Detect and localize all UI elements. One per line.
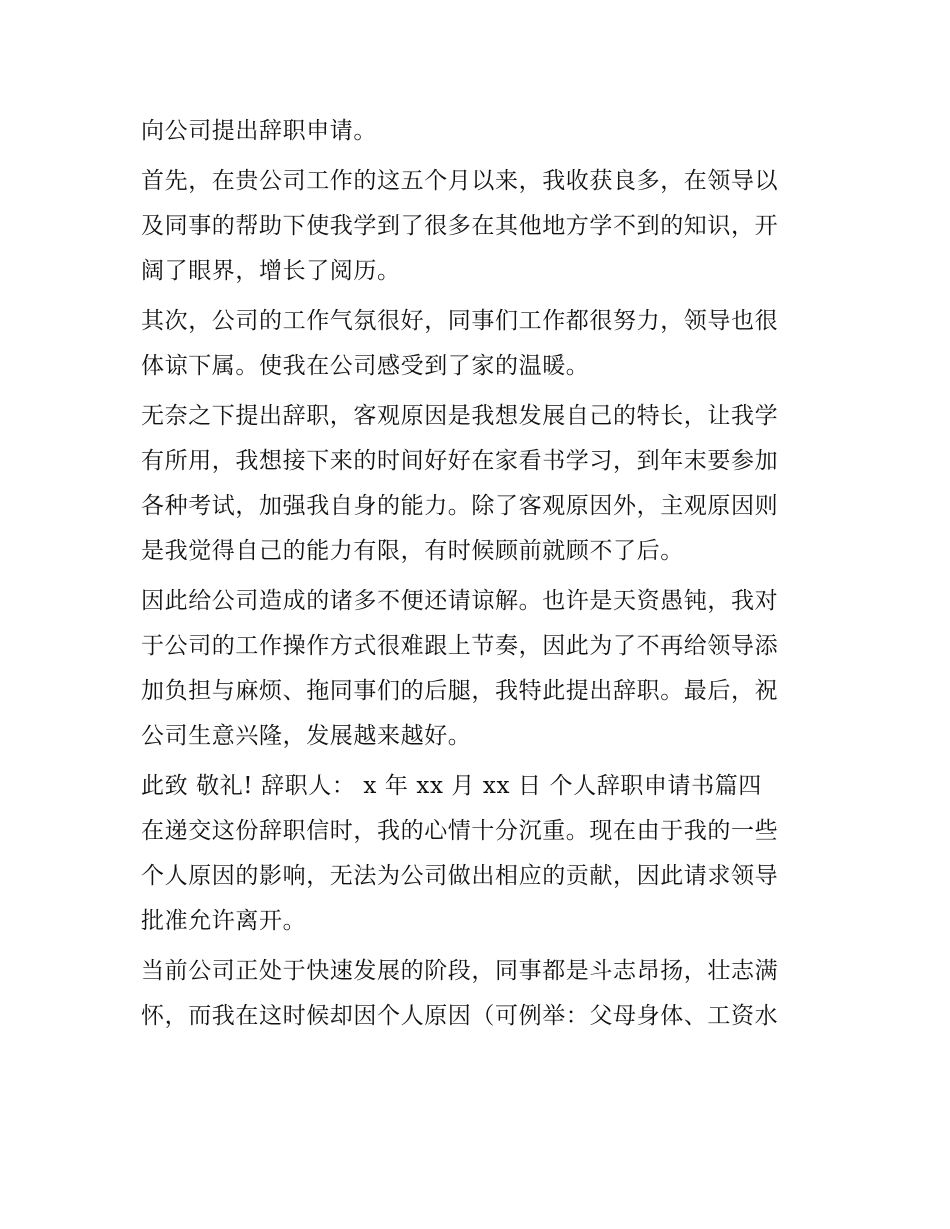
text-line: 有所用，我想接下来的时间好好在家看书学习，到年末要参加 (141, 448, 779, 474)
text-line: 批准允许离开。 (141, 908, 307, 934)
text-line: 各种考试，加强我自身的能力。除了客观原因外，主观原因则 (141, 493, 779, 519)
text-line: 怀，而我在这时候却因个人原因（可例举：父母身体、工资水 (141, 1003, 779, 1029)
text-line: 无奈之下提出辞职，客观原因是我想发展自己的特长，让我学 (141, 403, 779, 429)
text-line: 当前公司正处于快速发展的阶段，同事都是斗志昂扬，壮志满 (141, 958, 779, 984)
text-line: 于公司的工作操作方式很难跟上节奏，因此为了不再给领导添 (141, 633, 779, 659)
text-line: 此致 敬礼! 辞职人： x 年 xx 月 xx 日 个人辞职申请书篇四 (141, 773, 762, 799)
text-line: 体谅下属。使我在公司感受到了家的温暖。 (141, 353, 590, 379)
text-line: 是我觉得自己的能力有限，有时候顾前就顾不了后。 (141, 538, 684, 564)
text-line: 首先，在贵公司工作的这五个月以来，我收获良多，在领导以 (141, 168, 779, 194)
document-body (141, 109, 821, 1039)
text-line: 向公司提出辞职申请。 (141, 118, 377, 144)
text-line: 加负担与麻烦、拖同事们的后腿，我特此提出辞职。最后，祝 (141, 678, 779, 704)
text-line: 因此给公司造成的诸多不便还请谅解。也许是天资愚钝，我对 (141, 588, 779, 614)
text-line: 阔了眼界，增长了阅历。 (141, 258, 401, 284)
text-line: 及同事的帮助下使我学到了很多在其他地方学不到的知识，开 (141, 213, 779, 239)
text-line: 其次，公司的工作气氛很好，同事们工作都很努力，领导也很 (141, 308, 779, 334)
text-line: 公司生意兴隆，发展越来越好。 (141, 723, 472, 749)
text-line: 在递交这份辞职信时，我的心情十分沉重。现在由于我的一些 (141, 818, 779, 844)
text-line: 个人原因的影响，无法为公司做出相应的贡献，因此请求领导 (141, 863, 779, 889)
